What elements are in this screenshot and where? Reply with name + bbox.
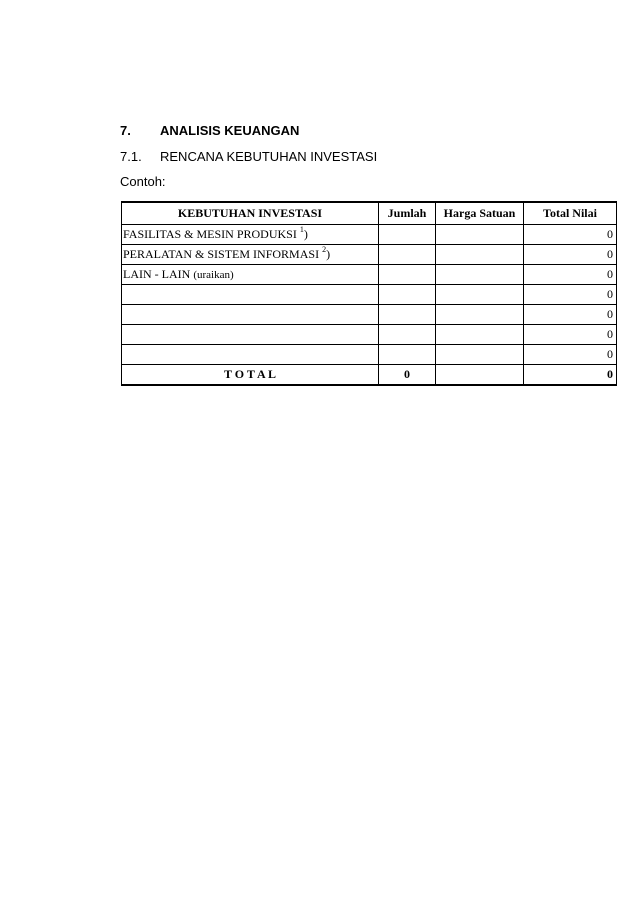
header-kebutuhan-investasi: KEBUTUHAN INVESTASI xyxy=(122,202,379,225)
item-cell xyxy=(122,325,379,345)
table-row xyxy=(122,245,617,265)
jumlah-cell xyxy=(379,285,436,305)
item-cell: PERALATAN & SISTEM INFORMASI $^2$) xyxy=(122,245,379,265)
subsection-number: 7.1. xyxy=(120,149,142,164)
item-cell: LAIN - LAIN (uraikan) xyxy=(122,265,379,285)
total-cell: 0 xyxy=(524,325,617,345)
total-jumlah: 0 xyxy=(379,365,436,386)
table-row xyxy=(122,265,617,285)
table-row xyxy=(122,325,617,345)
example-label: Contoh: xyxy=(120,174,166,189)
harga-cell xyxy=(436,345,524,365)
total-cell: 0 xyxy=(524,225,617,245)
total-row xyxy=(122,365,617,386)
section-number: 7. xyxy=(120,123,131,138)
table-row xyxy=(122,305,617,325)
harga-cell xyxy=(436,225,524,245)
header-harga-satuan: Harga Satuan xyxy=(436,202,524,225)
harga-cell xyxy=(436,305,524,325)
jumlah-cell xyxy=(379,305,436,325)
item-cell xyxy=(122,345,379,365)
subsection-title: RENCANA KEBUTUHAN INVESTASI xyxy=(160,149,378,164)
total-label: T O T A L xyxy=(122,365,379,386)
jumlah-cell xyxy=(379,325,436,345)
section-heading xyxy=(120,123,299,138)
total-cell: 0 xyxy=(524,345,617,365)
total-nilai: 0 xyxy=(524,365,617,386)
jumlah-cell xyxy=(379,245,436,265)
table-row xyxy=(122,225,617,245)
investment-table xyxy=(121,201,617,386)
total-cell: 0 xyxy=(524,245,617,265)
item-cell xyxy=(122,285,379,305)
jumlah-cell xyxy=(379,225,436,245)
total-harga xyxy=(436,365,524,386)
harga-cell xyxy=(436,325,524,345)
harga-cell xyxy=(436,265,524,285)
jumlah-cell xyxy=(379,265,436,285)
total-cell: 0 xyxy=(524,285,617,305)
table-row xyxy=(122,285,617,305)
item-cell xyxy=(122,305,379,325)
header-total-nilai: Total Nilai xyxy=(524,202,617,225)
total-cell: 0 xyxy=(524,265,617,285)
table-row xyxy=(122,345,617,365)
harga-cell xyxy=(436,245,524,265)
subsection-heading xyxy=(120,149,377,164)
table-header-row xyxy=(122,202,617,225)
item-cell: FASILITAS & MESIN PRODUKSI $^1$) xyxy=(122,225,379,245)
header-jumlah: Jumlah xyxy=(379,202,436,225)
total-cell: 0 xyxy=(524,305,617,325)
section-title: ANALISIS KEUANGAN xyxy=(160,123,300,138)
harga-cell xyxy=(436,285,524,305)
jumlah-cell xyxy=(379,345,436,365)
